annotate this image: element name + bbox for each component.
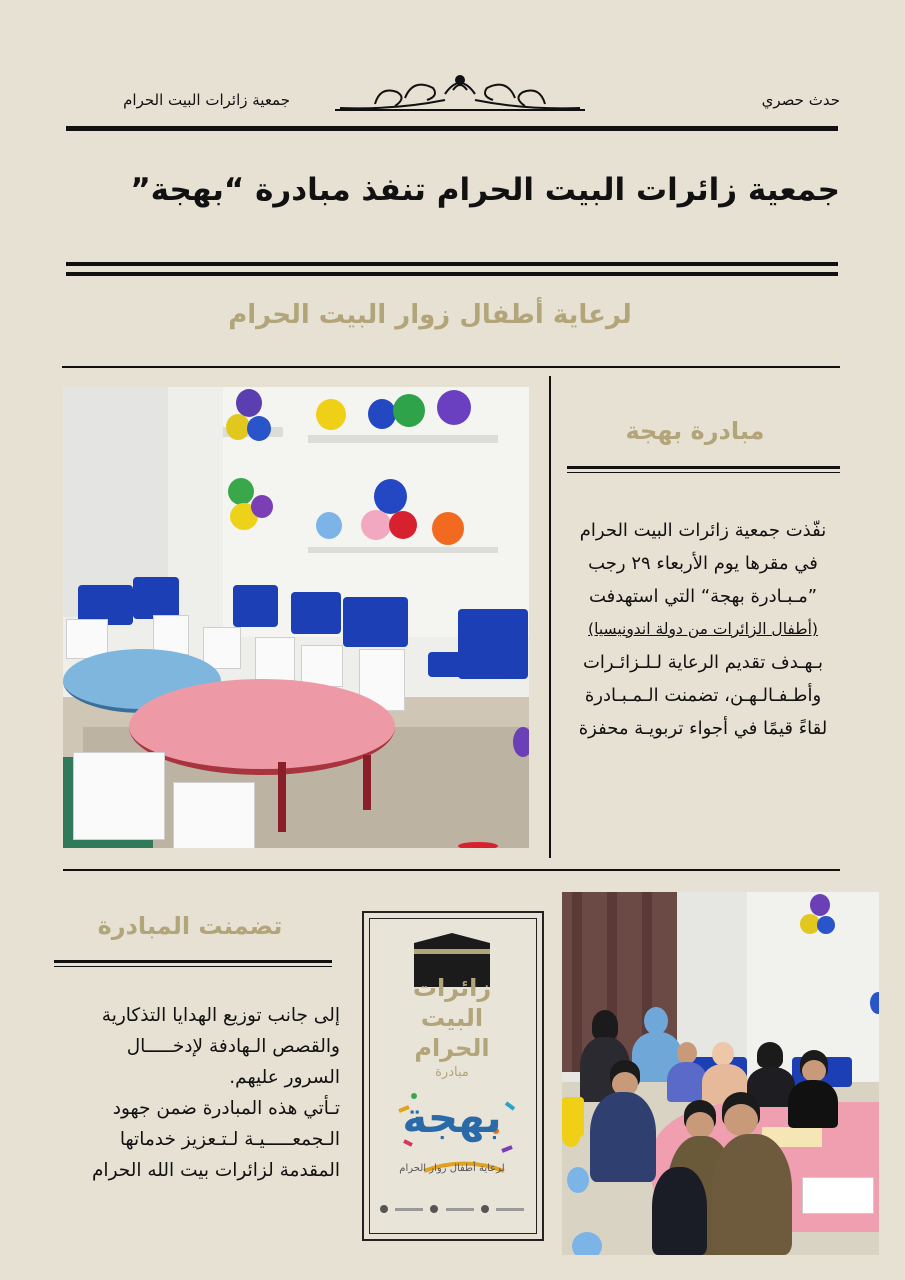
section2-line: تـأتي هذه المبادرة ضمن جهود: [112, 1098, 340, 1119]
section-rule: [62, 366, 840, 368]
organization-label: جمعية زائرات البيت الحرام: [123, 91, 290, 109]
headline: جمعية زائرات البيت الحرام تنفذ مبادرة “بهجة”: [130, 172, 840, 208]
section1-line: نفّذت جمعية زائرات البيت الحرام: [579, 520, 827, 541]
subheadline: لرعاية أطفال زوار البيت الحرام: [228, 300, 632, 330]
section2-title: تضمنت المبادرة: [97, 912, 283, 940]
section1-body: [558, 514, 848, 745]
section1-line: ”مـبـادرة بهجة“ التي استهدفت: [588, 586, 818, 607]
section2-body: [22, 1000, 340, 1186]
poster-social-icons: [380, 1205, 524, 1213]
section1-line: في مقرها يوم الأربعاء ٢٩ رجب: [588, 553, 818, 574]
section1-rule-bottom: [567, 472, 840, 473]
poster-tagline: لرعاية أطفال زوار الحرام: [399, 1163, 505, 1174]
children-activity-photo: [562, 892, 879, 1255]
section1-title: مبادرة بهجة: [625, 417, 765, 445]
section1-rule-top: [567, 466, 840, 469]
double-rule-bottom: [66, 272, 838, 276]
poster-org-text: زائرات البيت الحرام: [412, 974, 492, 1062]
section2-line: إلى جانب توزيع الهدايا التذكارية: [101, 1005, 340, 1026]
section-rule-2: [63, 869, 840, 871]
ornament-icon: [335, 70, 585, 120]
poster-logo-word: بهجة: [402, 1093, 502, 1142]
poster-small-label: مبادرة: [435, 1065, 469, 1080]
section2-line: المقدمة لزائرات بيت الله الحرام: [91, 1160, 340, 1181]
section1-line: وأطـفـالـهـن، تضمنت الـمـبـادرة: [584, 685, 822, 706]
section1-line-underlined: (أطفال الزائرات من دولة اندونيسيا): [588, 620, 818, 638]
classroom-photo: [63, 387, 529, 848]
section2-rule-bottom: [54, 966, 332, 967]
section2-line: السرور عليهم.: [229, 1067, 340, 1088]
double-rule-top: [66, 262, 838, 266]
top-rule: [66, 126, 838, 131]
section2-line: والقصص الـهادفة لإدخـــــال: [126, 1036, 340, 1057]
column-divider: [549, 376, 551, 858]
section1-line: بـهـدف تقديم الرعاية لـلـزائـرات: [582, 652, 824, 673]
initiative-poster: [362, 911, 544, 1241]
section2-line: الـجمعـــــيـة لـتـعزيز خدماتها: [119, 1129, 340, 1150]
section2-rule-top: [54, 960, 332, 963]
section1-line: لقاءً قيمًا في أجواء تربويـة محفزة: [578, 718, 828, 739]
exclusive-event-label: حدث حصري: [761, 91, 840, 109]
